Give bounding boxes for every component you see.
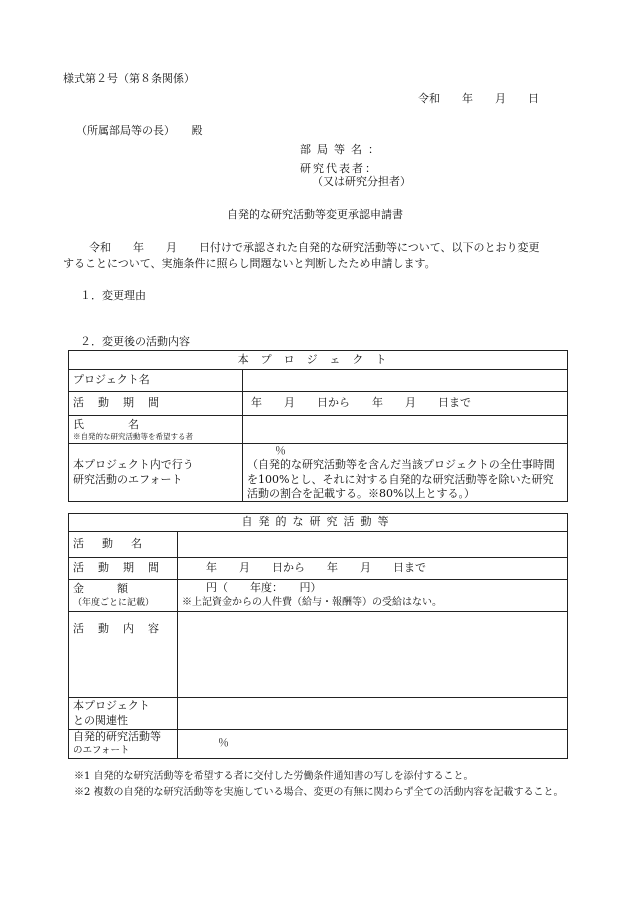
- activity-name-label: 活動名: [69, 532, 178, 558]
- project-table-header: 本プロジェクト: [69, 351, 568, 370]
- project-effort-note: （自発的な研究活動等を含んだ当該プロジェクトの全仕事時間を100%とし、それに対する自発的な研究活動等を除いた研究活動の割合を記載する。※80%以上とする。）: [247, 458, 555, 500]
- project-table: [68, 350, 568, 502]
- application-statement: 令和 年 月 日付けで承認された自発的な研究活動等について、以下のとおり変更することについて、実施条件に照らし問題ないと判断したため申請します。: [63, 241, 540, 270]
- activity-effort-label-cell: [69, 730, 178, 759]
- activity-table-header: 自発的な研究活動等: [69, 514, 568, 532]
- amount-label: 金 額: [73, 582, 128, 595]
- footnote-1: ※1 自発的な研究活動等を希望する者に交付した労働条件通知書の写しを添付すること。: [74, 771, 474, 782]
- relation-label-cell: [69, 698, 178, 730]
- amount-remark: ※上記資金からの人件費（給与・報酬等）の受給はない。: [182, 597, 442, 609]
- activity-period-label: 活動期間: [69, 558, 178, 580]
- project-period-value: 年 月 日から 年 月 日まで: [251, 396, 471, 410]
- activity-table: [68, 513, 568, 759]
- document-title: 自発的な研究活動等変更承認申請書: [227, 208, 403, 221]
- amount-value: 円（ 年度： 円）: [206, 581, 322, 595]
- project-period-field[interactable]: [243, 392, 568, 416]
- activity-content-label: 活動内容: [69, 612, 178, 698]
- footnote-2: ※2 複数の自発的な研究活動等を実施している場合、変更の有無に関わらず全ての活動内容を記載すること。: [74, 787, 564, 798]
- activity-effort-label-2: のエフォート: [73, 744, 130, 756]
- person-name-note: ※自発的な研究活動等を希望する者: [73, 431, 193, 441]
- activity-content-field[interactable]: [178, 612, 568, 698]
- activity-period-value: 年 月 日から 年 月 日まで: [206, 561, 426, 575]
- activity-period-field[interactable]: [178, 558, 568, 580]
- project-effort-percent: ％: [275, 444, 286, 457]
- form-number: 様式第２号（第８条関係）: [63, 72, 195, 85]
- project-effort-label-1: 本プロジェクト内で行う: [73, 457, 194, 471]
- application-date: 令和 年 月 日: [418, 92, 539, 105]
- relation-field[interactable]: [178, 698, 568, 730]
- person-name-label: 氏 名: [73, 417, 139, 431]
- project-name-field[interactable]: [243, 370, 568, 392]
- person-name-field[interactable]: [243, 416, 568, 444]
- amount-label-cell: [69, 580, 178, 612]
- dept-name-label: 部局等名：: [300, 143, 385, 156]
- representative-sublabel: （又は研究分担者）: [312, 175, 411, 188]
- amount-note: （年度ごとに記載）: [73, 597, 155, 608]
- project-name-label: プロジェクト名: [69, 370, 243, 392]
- activity-effort-label-1: 自発的研究活動等: [73, 730, 161, 743]
- activity-effort-field[interactable]: [178, 730, 568, 759]
- project-effort-label-cell: [69, 444, 243, 502]
- project-effort-label-2: 研究活動のエフォート: [73, 472, 183, 486]
- addressee: （所属部局等の長） 殿: [76, 124, 203, 137]
- representative-label: 研究代表者：: [300, 162, 378, 175]
- amount-field[interactable]: [178, 580, 568, 612]
- relation-label-1: 本プロジェクト: [73, 698, 150, 712]
- project-effort-field[interactable]: [243, 444, 568, 502]
- section-activity-content: ２．変更後の活動内容: [80, 335, 190, 348]
- project-person-name-cell: [69, 416, 243, 444]
- project-period-label: 活動期間: [69, 392, 243, 416]
- activity-name-field[interactable]: [178, 532, 568, 558]
- activity-effort-percent: ％: [218, 736, 229, 750]
- section-change-reason: １．変更理由: [80, 289, 146, 302]
- relation-label-2: との関連性: [73, 713, 128, 727]
